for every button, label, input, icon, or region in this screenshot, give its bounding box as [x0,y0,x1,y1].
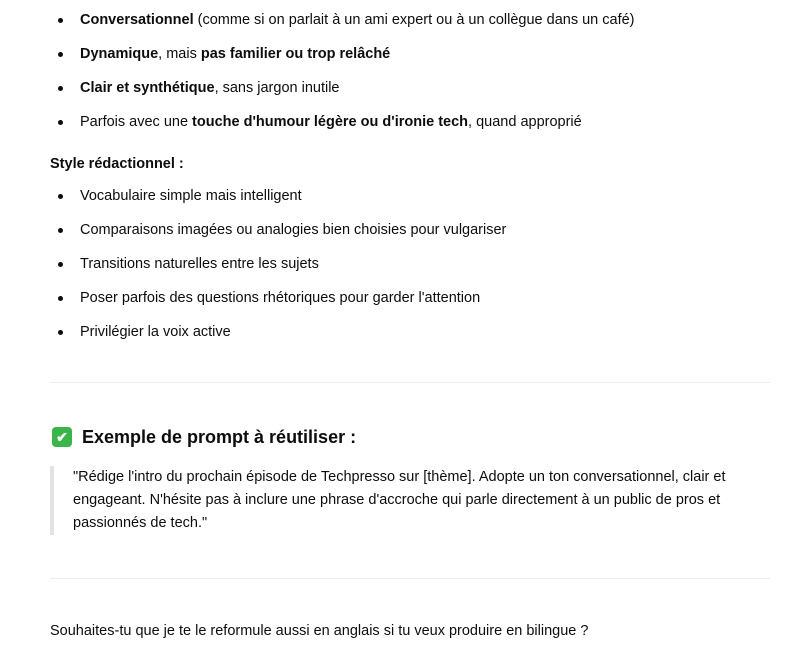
style-list [50,185,506,355]
example-heading [50,424,356,450]
style-heading: Style rédactionnel : [50,156,184,172]
example-quote: "Rédige l'intro du prochain épisode de Techpresso sur [thème]. Adopte un ton conversationnel, clair et engageant. N'hésite pas à inclure une phrase d'accroche qui parle directement à un public de pros et passionnés de tech." [50,466,773,535]
tone-list [50,9,635,145]
follow-up-question: Souhaites-tu que je te le reformule aussi en anglais si tu veux produire en bilingue ? [50,623,589,639]
list-item: Parfois avec une touche d'humour légère ou d'ironie tech, quand approprié [50,111,635,133]
list-item: Vocabulaire simple mais intelligent [50,185,506,207]
example-heading-text: Exemple de prompt à réutiliser : [82,427,357,447]
divider [50,578,770,579]
list-item: Clair et synthétique, sans jargon inutile [50,77,635,99]
list-item: Poser parfois des questions rhétoriques pour garder l'attention [50,287,506,309]
list-item: Dynamique, mais pas familier ou trop relâché [50,43,635,65]
list-item: Transitions naturelles entre les sujets [50,253,506,275]
list-item: Conversationnel (comme si on parlait à un ami expert ou à un collègue dans un café) [50,9,635,31]
divider [50,382,770,383]
check-mark-icon: ✔ [52,427,72,447]
list-item: Privilégier la voix active [50,321,506,343]
list-item: Comparaisons imagées ou analogies bien choisies pour vulgariser [50,219,506,241]
